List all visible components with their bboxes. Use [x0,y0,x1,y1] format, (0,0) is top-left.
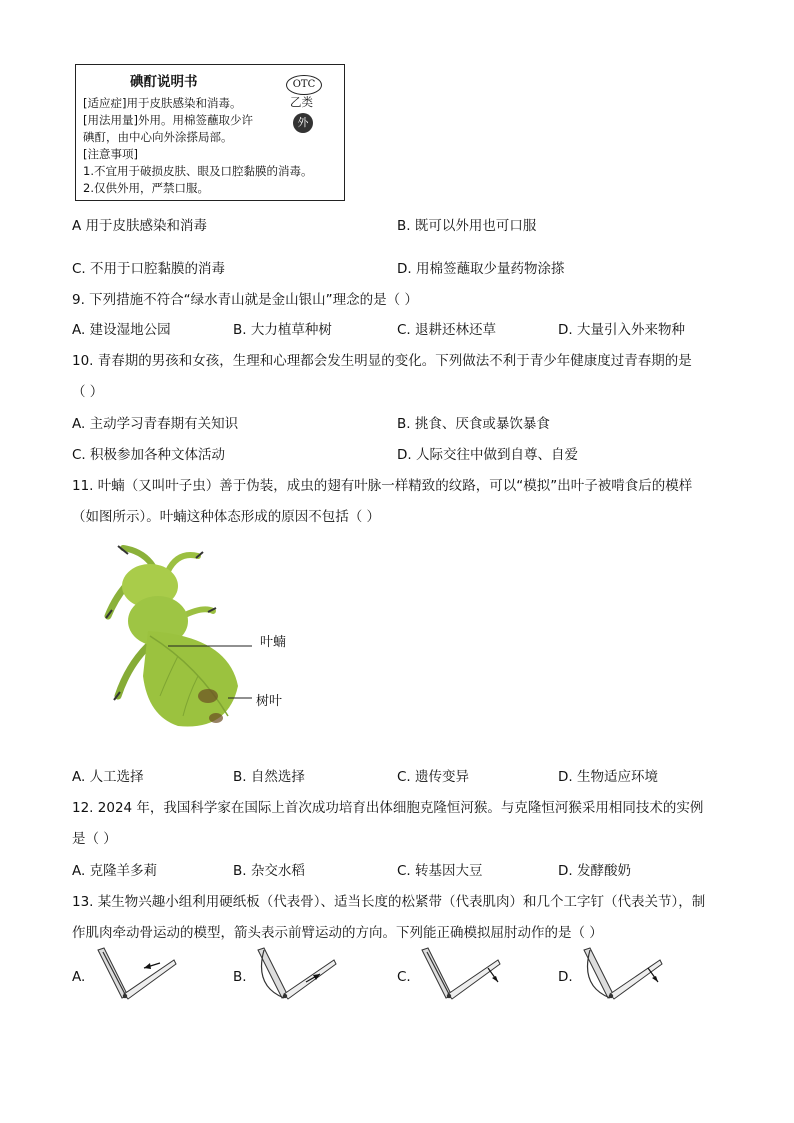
q12-stem-line2: 是（ ） [72,831,117,847]
otc-badge: OTC [286,75,322,95]
arm-model-a [98,948,176,999]
q9-stem: 9. 下列措施不符合“绿水青山就是金山银山”理念的是（ ） [72,292,418,308]
q8-option-a: A 用于皮肤感染和消毒 [72,218,208,234]
arm-model-c [422,948,500,999]
leaf-insect-illustration [106,546,252,727]
leaf-insect-figure [88,536,328,746]
q9-option-b: B. 大力植草种树 [233,322,332,338]
q13-option-d: D. [558,969,573,985]
q10-option-b: B. 挑食、厌食或暴饮暴食 [397,416,550,432]
q8-option-c: C. 不用于口腔黏膜的消毒 [72,261,226,277]
q9-option-c: C. 退耕还林还草 [397,322,497,338]
q13-model-b [254,946,344,1004]
external-use-badge: 外 [293,113,313,133]
figure-label-insect: 叶蝻 [260,635,287,650]
q12-option-d: D. 发酵酸奶 [558,863,631,879]
q11-stem-line1: 11. 叶蝻（又叫叶子虫）善于伪装，成虫的翅有叶脉一样精致的纹路，可以“模拟”出叶子被啃食后的模样 [72,478,693,494]
q12-option-a: A. 克隆羊多莉 [72,863,158,879]
q10-option-a: A. 主动学习青春期有关知识 [72,416,239,432]
q11-option-d: D. 生物适应环境 [558,769,658,785]
q13-option-a: A. [72,969,86,985]
otc-class-text: 乙类 [290,95,313,109]
q10-stem-line2: （ ） [72,384,104,400]
q8-option-d: D. 用棉签蘸取少量药物涂搽 [397,261,565,277]
label-usage: [用法用量]外用。用棉签蘸取少许 [83,113,253,127]
q13-model-c [418,946,508,1004]
q11-option-c: C. 遗传变异 [397,769,470,785]
arm-model-d [584,948,662,999]
q13-stem-line2: 作肌肉牵动骨运动的模型，箭头表示前臂运动的方向。下列能正确模拟屈肘动作的是（ ） [72,925,603,941]
q10-option-d: D. 人际交往中做到自尊、自爱 [397,447,578,463]
q10-stem-line1: 10. 青春期的男孩和女孩，生理和心理都会发生明显的变化。下列做法不利于青少年健康度过青春期的是 [72,353,692,369]
drug-label-title: 碘酊说明书 [130,74,198,90]
q10-option-c: C. 积极参加各种文体活动 [72,447,226,463]
q13-option-b: B. [233,969,247,985]
q9-option-a: A. 建设湿地公园 [72,322,171,338]
label-note-1: 1.不宜用于破损皮肤、眼及口腔黏膜的消毒。 [83,164,313,178]
q13-option-c: C. [397,969,411,985]
label-note-2: 2.仅供外用，严禁口服。 [83,181,209,195]
label-indication: [适应症]用于皮肤感染和消毒。 [83,96,242,110]
figure-label-leaf: 树叶 [256,694,283,709]
q11-option-b: B. 自然选择 [233,769,305,785]
label-usage-cont: 碘酊，由中心向外涂搽局部。 [83,130,233,144]
q9-option-d: D. 大量引入外来物种 [558,322,685,338]
q12-option-b: B. 杂交水稻 [233,863,305,879]
q11-stem-line2: （如图所示）。叶蝻这种体态形成的原因不包括（ ） [72,509,381,525]
arm-model-b [258,948,336,999]
q13-model-d [580,946,670,1004]
q12-stem-line1: 12. 2024 年，我国科学家在国际上首次成功培育出体细胞克隆恒河猴。与克隆恒河猴采用相同技术的实例 [72,800,704,816]
q8-option-b: B. 既可以外用也可口服 [397,218,537,234]
q13-model-a [94,946,184,1004]
q13-stem-line1: 13. 某生物兴趣小组利用硬纸板（代表骨）、适当长度的松紧带（代表肌肉）和几个工字钉（代表关节），制 [72,894,706,910]
q11-option-a: A. 人工选择 [72,769,144,785]
q12-option-c: C. 转基因大豆 [397,863,483,879]
label-notes-heading: [注意事项] [83,147,138,161]
